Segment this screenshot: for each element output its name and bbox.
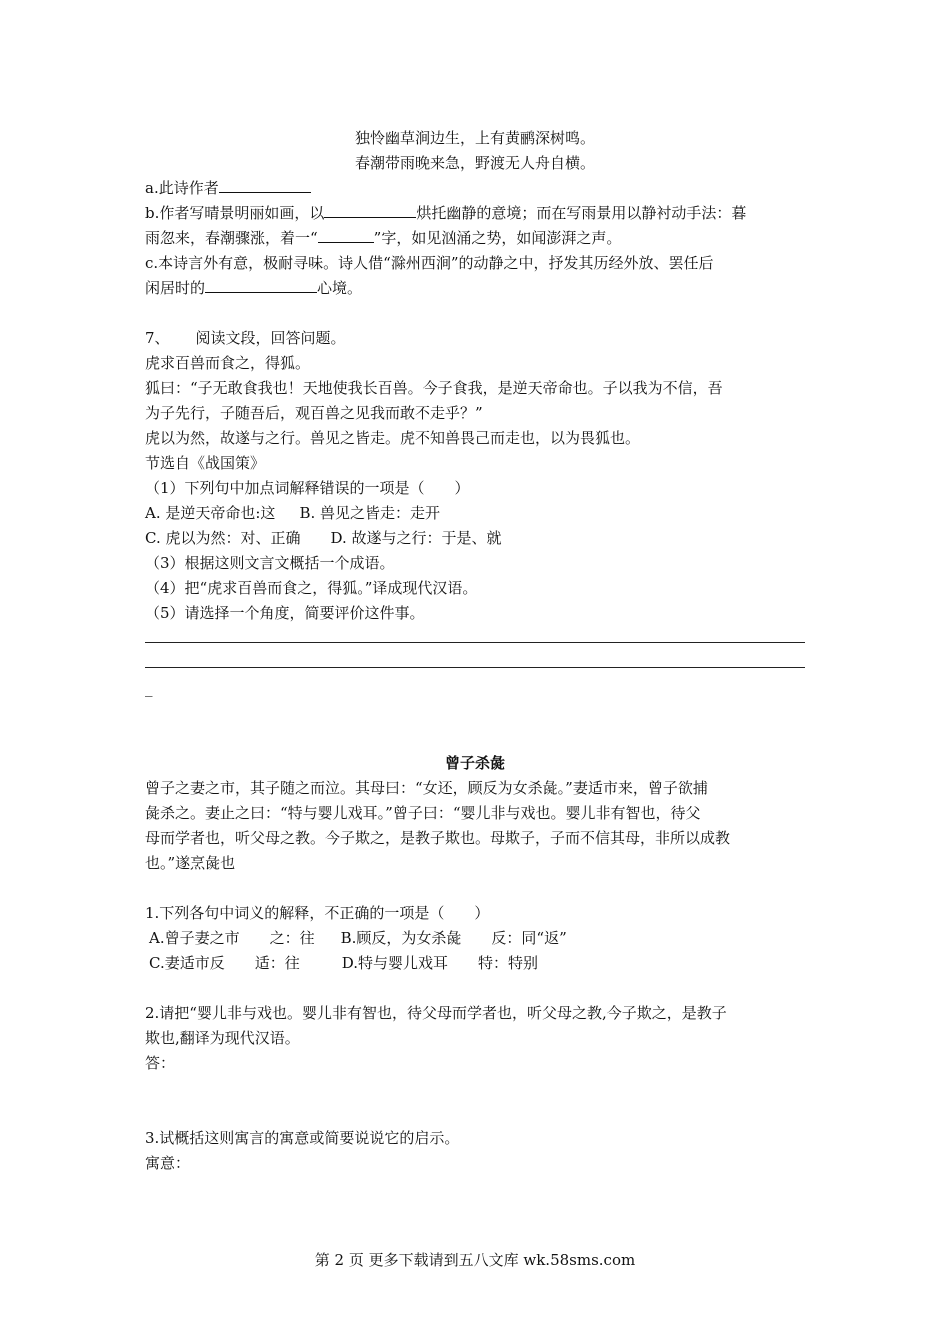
answer-blank-contrast[interactable] (324, 203, 416, 218)
question-c-text-2: 心境。 (317, 279, 363, 297)
answer-line-2[interactable] (145, 667, 805, 668)
zengzi-options-cd (145, 953, 538, 973)
option-d: D. 故遂与之行：于是、就 (330, 529, 502, 547)
zengzi-question-2-line-2: 欺也,翻译为现代汉语。 (145, 1029, 300, 1047)
question-a-text: a.此诗作者 (145, 179, 219, 197)
poem-line-1: 独怜幽草涧边生，上有黄鹂深树鸣。 (354, 129, 595, 147)
poem-line-2: 春潮带雨晚来急，野渡无人舟自横。 (354, 154, 595, 172)
page-footer: 第 2 页 更多下载请到五八文库 wk.58sms.com (314, 1251, 636, 1269)
sub-question-4: （4）把“虎求百兽而食之，得狐。”译成现代汉语。 (145, 579, 478, 597)
question-c-text-1: 闲居时的 (145, 279, 206, 297)
zengzi-question-1: 1.下列各句中词义的解释，不正确的一项是（ ） (145, 904, 490, 922)
answer-line-1[interactable] (145, 642, 805, 643)
zengzi-question-2-line-1: 2.请把“婴儿非与戏也。婴儿非有智也，待父母而学者也，听父母之教,今子欺之，是教子 (145, 1004, 727, 1022)
passage-line-2: 狐曰：“子无敢食我也！天地使我长百兽。今子食我，是逆天帝命也。子以我为不信，吾 (145, 379, 723, 397)
question-c-line-1: c.本诗言外有意，极耐寻味。诗人借“滁州西涧”的动静之中，抒发其历经外放、罢任后 (145, 254, 714, 272)
question-b-text-3: 雨忽来，春潮骤涨，着一“ (145, 229, 318, 247)
zengzi-option-b: B.顾反，为女杀彘 反：同“返” (340, 929, 567, 947)
question-b-line-1 (145, 203, 746, 223)
question-b-text-2: 烘托幽静的意境；而在写雨景用以静衬动手法：暮 (416, 204, 747, 222)
question-7-number: 7、 (145, 329, 170, 347)
sub-question-3: （3）根据这则文言文概括一个成语。 (145, 554, 395, 572)
zengzi-option-a: A.曾子妻之市 之：往 (149, 929, 315, 947)
zengzi-question-3: 3.试概括这则寓言的寓意或简要说说它的启示。 (145, 1129, 460, 1147)
question-7-header (145, 328, 346, 348)
sub-question-1: （1）下列句中加点词解释错误的一项是（ ） (145, 479, 470, 497)
zengzi-text-line-1: 曾子之妻之市，其子随之而泣。其母曰：“女还，顾反为女杀彘。”妻适市来，曾子欲捕 (145, 779, 708, 797)
question-b-text-1: b.作者写晴景明丽如画，以 (145, 204, 325, 222)
question-7-instruction: 阅读文段，回答问题。 (195, 329, 346, 347)
zengzi-text-line-4: 也。”遂烹彘也 (145, 854, 236, 872)
answer-blank-word[interactable] (318, 228, 374, 243)
sub-question-5: （5）请选择一个角度，简要评价这件事。 (145, 604, 425, 622)
zengzi-text-line-3: 母而学者也，听父母之教。今子欺之，是教子欺也。母欺子，子而不信其母，非所以成教 (145, 829, 731, 847)
section-title: 曾子杀彘 (444, 754, 505, 772)
passage-line-3: 为子先行，子随吾后，观百兽之见我而敢不走乎？” (145, 404, 483, 422)
zengzi-answer-label: 答： (145, 1054, 176, 1072)
zengzi-text-line-2: 彘杀之。妻止之曰：“特与婴儿戏耳。”曾子曰：“婴儿非与戏也。婴儿非有智也，待父 (145, 804, 701, 822)
zengzi-option-c: C.妻适市反 适：往 (149, 954, 300, 972)
answer-blank-author[interactable] (219, 178, 311, 193)
answer-dash: _ (145, 679, 153, 697)
option-a: A. 是逆天帝命也:这 (145, 504, 276, 522)
zengzi-options-ab (145, 928, 567, 948)
question-c-line-2 (145, 278, 362, 298)
answer-blank-mood[interactable] (205, 278, 317, 293)
options-row-cd (145, 528, 502, 548)
option-b: B. 兽见之皆走：走开 (299, 504, 440, 522)
options-row-ab (145, 503, 440, 523)
question-a (145, 178, 311, 198)
option-c: C. 虎以为然：对、正确 (145, 529, 301, 547)
question-b-line-2 (145, 228, 621, 248)
zengzi-option-d: D.特与婴儿戏耳 特：特别 (341, 954, 538, 972)
zengzi-meaning-label: 寓意： (145, 1154, 191, 1172)
passage-line-1: 虎求百兽而食之，得狐。 (145, 354, 311, 372)
passage-source: 节选自《战国策》 (145, 454, 266, 472)
passage-line-4: 虎以为然，故遂与之行。兽见之皆走。虎不知兽畏己而走也，以为畏狐也。 (145, 429, 641, 447)
question-b-text-4: ”字，如见汹涌之势，如闻澎湃之声。 (373, 229, 622, 247)
